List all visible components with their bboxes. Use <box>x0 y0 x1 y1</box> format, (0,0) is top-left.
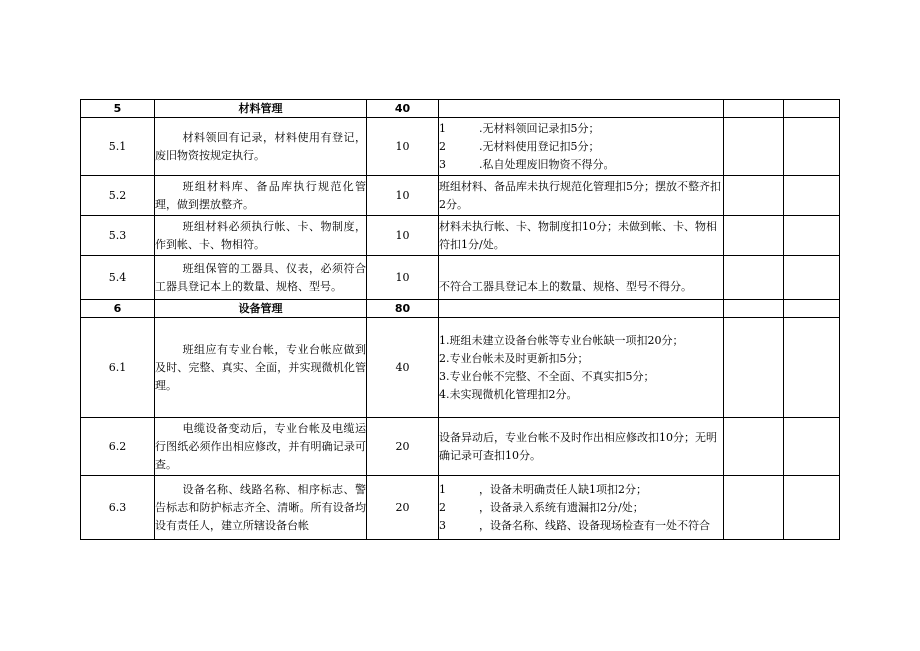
standard-text: 设备名称、线路名称、相序标志、警告标志和防护标志齐全、清晰。所有设备均设有责任人，建立所辖设备台帐 <box>155 482 366 532</box>
item-number: 5.4 <box>81 256 155 300</box>
section-score: 80 <box>367 300 439 318</box>
rule-cell: 不符合工器具登记本上的数量、规格、型号不得分。 <box>439 256 724 300</box>
rule-line <box>439 481 723 499</box>
item-number: 5.1 <box>81 118 155 176</box>
blank-cell <box>784 300 840 318</box>
item-score: 20 <box>367 418 439 476</box>
rule-text: .无材料使用登记扣5分； <box>479 139 600 153</box>
table-row <box>81 318 840 418</box>
item-standard <box>155 176 367 216</box>
blank-cell <box>724 256 784 300</box>
rule-text: .私自处理废旧物资不得分。 <box>479 157 615 171</box>
rule-text: ，设备未明确责任人缺1项扣2分； <box>479 482 647 496</box>
blank-cell <box>784 100 840 118</box>
item-standard <box>155 318 367 418</box>
blank-cell <box>724 118 784 176</box>
scoring-table <box>80 99 840 540</box>
item-standard <box>155 256 367 300</box>
standard-text: 班组材料库、备品库执行规范化管理，做到摆放整齐。 <box>155 179 366 211</box>
table-row <box>81 118 840 176</box>
rule-text: ，设备录入系统有遗漏扣2分/处； <box>479 500 644 514</box>
item-number: 6.3 <box>81 476 155 540</box>
rule-line: 2.专业台帐未及时更新扣5分； <box>439 351 589 365</box>
item-score: 10 <box>367 118 439 176</box>
rule-number: 2 <box>439 139 446 153</box>
table-row <box>81 256 840 300</box>
rule-cell <box>439 318 724 418</box>
rule-line: 4.未实现微机化管理扣2分。 <box>439 387 578 401</box>
item-standard <box>155 118 367 176</box>
item-number: 5.2 <box>81 176 155 216</box>
table-row <box>81 216 840 256</box>
item-score: 20 <box>367 476 439 540</box>
rule-line: 1.班组未建立设备台帐等专业台帐缺一项扣20分； <box>439 333 684 347</box>
table-row <box>81 176 840 216</box>
blank-cell <box>784 256 840 300</box>
item-number: 5.3 <box>81 216 155 256</box>
blank-cell <box>784 318 840 418</box>
blank-cell <box>784 118 840 176</box>
blank-cell <box>724 176 784 216</box>
table-row <box>81 418 840 476</box>
item-score: 10 <box>367 256 439 300</box>
item-score: 10 <box>367 216 439 256</box>
rule-cell: 材料未执行帐、卡、物制度扣10分；未做到帐、卡、物相符扣1分/处。 <box>439 216 724 256</box>
blank-cell <box>784 476 840 540</box>
rule-cell <box>439 300 724 318</box>
rule-number: 2 <box>439 500 446 514</box>
section-title: 材料管理 <box>155 100 367 118</box>
section-score: 40 <box>367 100 439 118</box>
rule-number: 3 <box>439 157 446 171</box>
item-number: 6.2 <box>81 418 155 476</box>
item-number: 6.1 <box>81 318 155 418</box>
section-row <box>81 100 840 118</box>
standard-text: 班组保管的工器具、仪表，必须符合工器具登记本上的数量、规格、型号。 <box>155 261 366 293</box>
blank-cell <box>784 418 840 476</box>
standard-text: 班组材料必须执行帐、卡、物制度，作到帐、卡、物相符。 <box>155 219 366 251</box>
item-standard <box>155 418 367 476</box>
rule-line <box>439 120 723 138</box>
blank-cell <box>724 476 784 540</box>
blank-cell <box>784 216 840 256</box>
rule-line: 3.专业台帐不完整、不全面、不真实扣5分； <box>439 369 655 383</box>
section-title: 设备管理 <box>155 300 367 318</box>
section-row <box>81 300 840 318</box>
rule-cell: 设备异动后，专业台帐不及时作出相应修改扣10分；无明确记录可查扣10分。 <box>439 418 724 476</box>
rule-text: .无材料领回记录扣5分； <box>479 121 600 135</box>
standard-text: 材料领回有记录，材料使用有登记，废旧物资按规定执行。 <box>155 130 366 162</box>
rule-cell: 班组材料、备品库未执行规范化管理扣5分；摆放不整齐扣2分。 <box>439 176 724 216</box>
blank-cell <box>724 100 784 118</box>
rule-line <box>439 517 723 535</box>
rule-line <box>439 156 723 174</box>
rule-cell <box>439 118 724 176</box>
blank-cell <box>724 318 784 418</box>
rule-number: 1 <box>439 121 446 135</box>
section-number: 6 <box>81 300 155 318</box>
rule-cell <box>439 476 724 540</box>
rule-number: 3 <box>439 518 446 532</box>
item-standard <box>155 476 367 540</box>
rule-cell <box>439 100 724 118</box>
blank-cell <box>724 216 784 256</box>
blank-cell <box>724 418 784 476</box>
rule-number: 1 <box>439 482 446 496</box>
standard-text: 电缆设备变动后，专业台帐及电缆运行图纸必须作出相应修改，并有明确记录可查。 <box>155 421 366 471</box>
rule-text: ，设备名称、线路、设备现场检查有一处不符合 <box>479 518 710 532</box>
table-row <box>81 476 840 540</box>
item-score: 10 <box>367 176 439 216</box>
item-score: 40 <box>367 318 439 418</box>
item-standard <box>155 216 367 256</box>
standard-text: 班组应有专业台帐，专业台帐应做到及时、完整、真实、全面，并实现微机化管理。 <box>155 342 366 392</box>
blank-cell <box>724 300 784 318</box>
blank-cell <box>784 176 840 216</box>
rule-line <box>439 499 723 517</box>
section-number: 5 <box>81 100 155 118</box>
rule-line <box>439 138 723 156</box>
